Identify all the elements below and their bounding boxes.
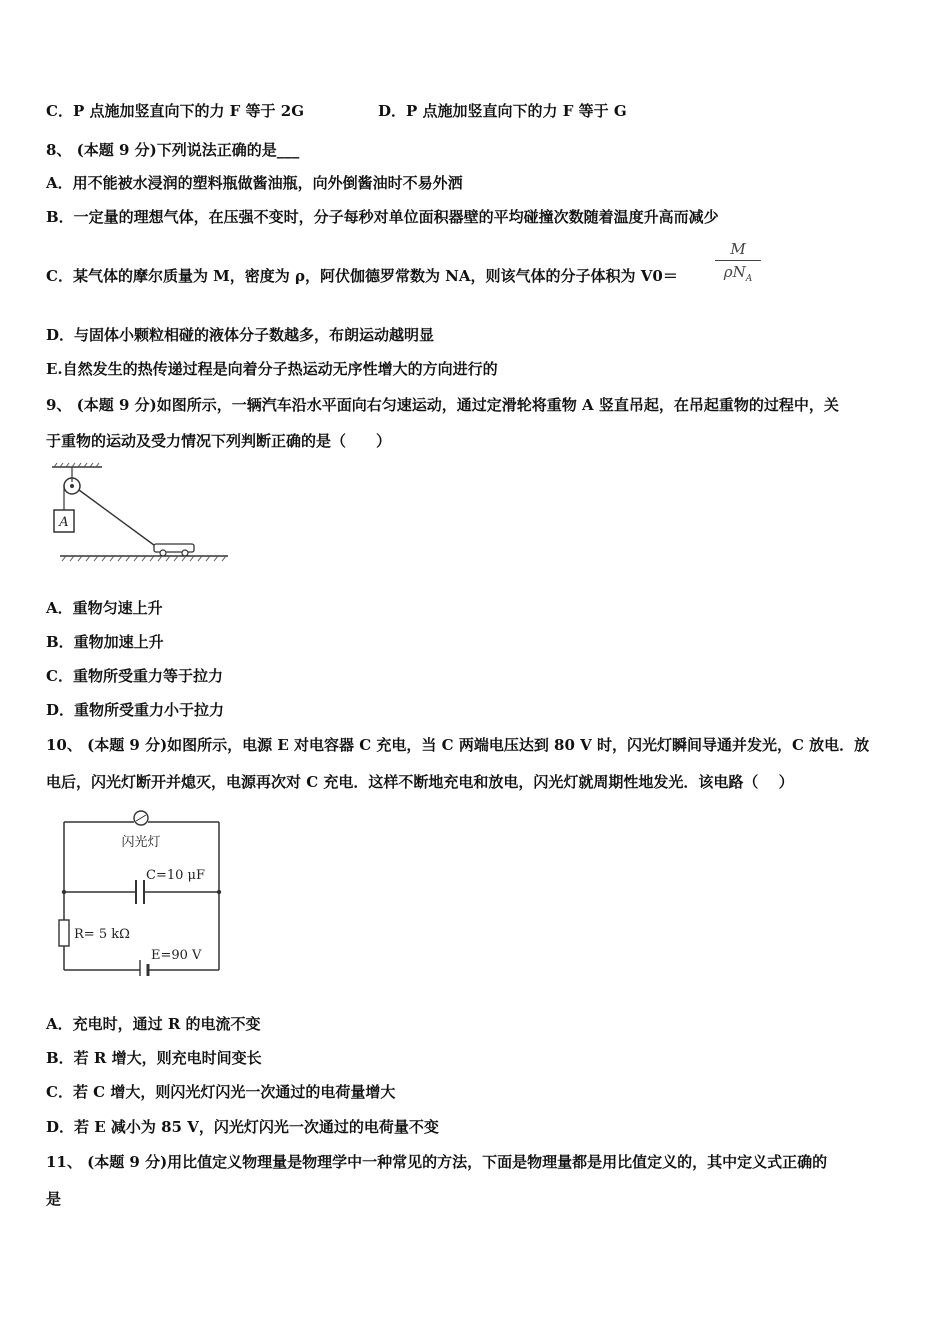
- fraction-numerator: M: [730, 240, 746, 258]
- fraction-bar: [715, 260, 761, 261]
- q8-stem: 8、 (本题 9 分)下列说法正确的是___: [46, 141, 300, 159]
- q10-option-c: C．若 C 增大，则闪光灯闪光一次通过的电荷量增大: [46, 1083, 396, 1101]
- q7-option-d-text: P 点施加竖直向下的力 F 等于 G: [406, 102, 627, 120]
- q10-option-a: A．充电时，通过 R 的电流不变: [46, 1015, 261, 1033]
- molecular-volume-fraction: [715, 240, 761, 288]
- q9-stem-line2: 于重物的运动及受力情况下列判断正确的是（ ）: [46, 432, 392, 450]
- junction-right: [217, 890, 221, 894]
- car-body: [154, 544, 194, 552]
- q8-option-d: D．与固体小颗粒相碰的液体分子数越多，布朗运动越明显: [46, 326, 435, 344]
- q9-option-a: A．重物匀速上升: [46, 599, 163, 617]
- q10-option-d: D．若 E 减小为 85 V，闪光灯闪光一次通过的电荷量不变: [46, 1118, 439, 1136]
- resistor-label: R= 5 kΩ: [74, 927, 130, 942]
- car-wheel-front: [182, 550, 188, 556]
- capacitor-label: C=10 μF: [146, 868, 205, 883]
- flash-lamp-label: 闪光灯: [121, 835, 161, 850]
- q7-option-d: [378, 100, 627, 122]
- q7-option-c-label: C．: [46, 102, 73, 120]
- block-a-label: A: [59, 515, 69, 530]
- car-wheel-rear: [160, 550, 166, 556]
- resistor-icon: [59, 920, 69, 946]
- battery-label: E=90 V: [151, 948, 202, 963]
- q10-stem-line2: 电后，闪光灯断开并熄灭，电源再次对 C 充电．这样不断地充电和放电，闪光灯就周期性地发光．该电路（ ）: [46, 773, 794, 791]
- fraction-denominator: [715, 263, 761, 288]
- q9-option-d: D．重物所受重力小于拉力: [46, 701, 225, 719]
- junction-left: [62, 890, 66, 894]
- flash-lamp-circuit: [56, 806, 226, 976]
- fraction-denominator-sub: A: [745, 274, 753, 284]
- pulley-axle: [70, 484, 74, 488]
- pulley-car-figure: [46, 462, 232, 568]
- q9-option-c: C．重物所受重力等于拉力: [46, 667, 223, 685]
- q7-option-d-label: D．: [378, 102, 407, 120]
- q8-option-b: B．一定量的理想气体，在压强不变时，分子每秒对单位面积器壁的平均碰撞次数随着温度升高而减少: [46, 208, 719, 226]
- q9-option-b: B．重物加速上升: [46, 633, 164, 651]
- q8-option-a: A．用不能被水浸润的塑料瓶做酱油瓶，向外倒酱油时不易外洒: [46, 174, 463, 192]
- q10-option-b: B．若 R 增大，则充电时间变长: [46, 1049, 262, 1067]
- q11-stem-line2: 是: [46, 1190, 62, 1208]
- rope-slant: [79, 490, 158, 548]
- q8-option-e: E.自然发生的热传递过程是向着分子热运动无序性增大的方向进行的: [46, 360, 498, 378]
- q7-option-c-text: P 点施加竖直向下的力 F 等于 2G: [72, 102, 305, 120]
- q9-stem-line1: 9、 (本题 9 分)如图所示，一辆汽车沿水平面向右匀速运动，通过定滑轮将重物 A 竖直吊起，在吊起重物的过程中，关: [46, 396, 839, 414]
- q10-stem-line1: 10、 (本题 9 分)如图所示，电源 E 对电容器 C 充电，当 C 两端电压达到 80 V 时，闪光灯瞬间导通并发光，C 放电．放: [46, 736, 870, 754]
- q8-option-c: C．某气体的摩尔质量为 M，密度为 ρ，阿伏伽德罗常数为 NA，则该气体的分子体积为 V0＝: [46, 267, 678, 285]
- fraction-denominator-main: ρN: [723, 263, 746, 281]
- q11-stem-line1: 11、 (本题 9 分)用比值定义物理量是物理学中一种常见的方法，下面是物理量都是用比值定义的，其中定义式正确的: [46, 1153, 828, 1171]
- q7-option-c: [46, 100, 304, 122]
